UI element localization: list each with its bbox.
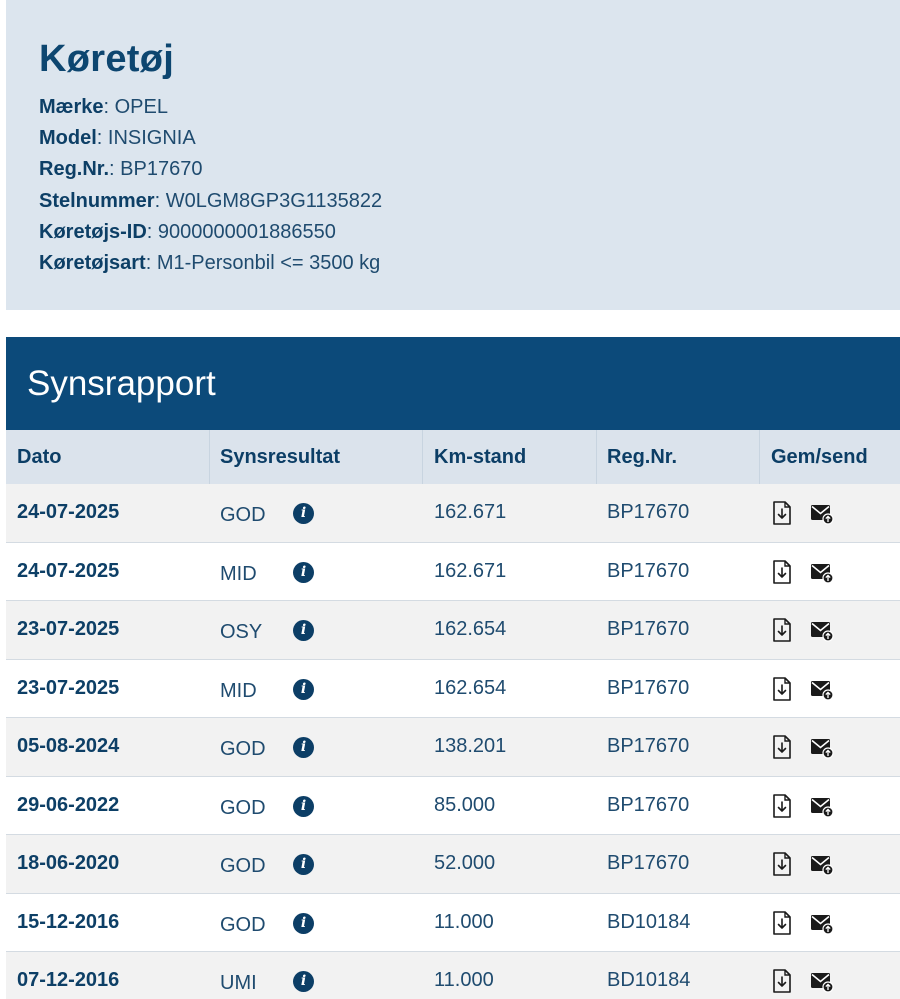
vehicle-field <box>39 123 867 154</box>
vehicle-field-value: BP17670 <box>120 158 203 181</box>
vehicle-fields <box>39 92 867 279</box>
row-reg: BP17670 <box>607 618 690 640</box>
row-result: MID <box>220 679 257 702</box>
row-km: 162.671 <box>434 501 507 523</box>
row-date: 29-06-2022 <box>17 793 120 816</box>
download-document-icon[interactable] <box>772 852 792 876</box>
send-mail-icon[interactable] <box>810 971 834 993</box>
row-date: 24-07-2025 <box>17 559 120 582</box>
row-date: 23-07-2025 <box>17 618 120 640</box>
header-divider <box>209 430 210 484</box>
row-reg: BP17670 <box>607 793 690 816</box>
vehicle-field-separator: : <box>103 96 115 118</box>
row-result: GOD <box>220 738 266 760</box>
row-date: 15-12-2016 <box>17 910 120 933</box>
row-km: 162.671 <box>434 559 507 582</box>
send-mail-icon[interactable] <box>810 503 834 525</box>
info-icon[interactable]: i <box>293 562 314 583</box>
table-row <box>6 952 900 999</box>
download-document-icon[interactable] <box>772 501 792 525</box>
vehicle-field-separator: : <box>96 127 108 150</box>
row-date: 05-08-2024 <box>17 735 120 757</box>
row-result: UMI <box>220 972 257 994</box>
row-result: OSY <box>220 621 263 643</box>
row-reg: BP17670 <box>607 559 690 582</box>
row-reg: BD10184 <box>607 969 691 991</box>
row-km: 11.000 <box>434 910 494 933</box>
report-title: Synsrapport <box>6 337 900 430</box>
vehicle-field <box>39 154 867 185</box>
vehicle-field <box>39 186 867 217</box>
send-mail-icon[interactable] <box>810 913 834 935</box>
table-row <box>6 601 900 660</box>
row-date: 23-07-2025 <box>17 676 120 699</box>
table-row <box>6 894 900 953</box>
table-row <box>6 543 900 602</box>
vehicle-field-value: OPEL <box>114 96 168 118</box>
info-icon[interactable]: i <box>293 679 314 700</box>
vehicle-field-label: Model <box>39 127 97 150</box>
vehicle-field-label: Køretøjs-ID <box>39 220 147 243</box>
vehicle-field-separator: : <box>109 158 121 181</box>
vehicle-field-label: Køretøjsart <box>39 252 146 275</box>
row-reg: BP17670 <box>607 735 690 757</box>
vehicle-field <box>39 92 867 123</box>
info-icon[interactable]: i <box>293 503 314 524</box>
send-mail-icon[interactable] <box>810 854 834 876</box>
download-document-icon[interactable] <box>772 618 792 642</box>
download-document-icon[interactable] <box>772 794 792 818</box>
download-document-icon[interactable] <box>772 969 792 993</box>
download-document-icon[interactable] <box>772 735 792 759</box>
table-body <box>6 484 900 999</box>
info-icon[interactable]: i <box>293 737 314 758</box>
row-result: MID <box>220 562 257 585</box>
table-row <box>6 484 900 543</box>
send-mail-icon[interactable] <box>810 737 834 759</box>
row-km: 162.654 <box>434 618 507 640</box>
header-result[interactable]: Synsresultat <box>220 446 341 468</box>
vehicle-card <box>6 0 900 310</box>
inspection-table <box>6 430 900 999</box>
vehicle-field-value: M1-Personbil <= 3500 kg <box>156 252 381 275</box>
header-divider <box>759 430 760 484</box>
send-mail-icon[interactable] <box>810 796 834 818</box>
info-icon[interactable]: i <box>293 796 314 817</box>
header-date[interactable]: Dato <box>17 446 62 468</box>
row-km: 11.000 <box>434 969 494 991</box>
row-result: GOD <box>220 855 266 877</box>
row-result: GOD <box>220 504 266 526</box>
header-divider <box>596 430 597 484</box>
row-reg: BP17670 <box>607 501 690 523</box>
row-result: GOD <box>220 913 266 936</box>
send-mail-icon[interactable] <box>810 620 834 642</box>
row-result: GOD <box>220 796 266 819</box>
row-reg: BP17670 <box>607 852 690 874</box>
vehicle-field-separator: : <box>145 252 157 275</box>
vehicle-field-separator: : <box>154 189 166 212</box>
info-icon[interactable]: i <box>293 620 314 641</box>
row-km: 52.000 <box>434 852 496 874</box>
vehicle-field <box>39 217 867 248</box>
table-row <box>6 718 900 777</box>
vehicle-field-label: Reg.Nr. <box>39 158 110 181</box>
row-reg: BD10184 <box>607 910 691 933</box>
row-date: 24-07-2025 <box>17 501 120 523</box>
row-reg: BP17670 <box>607 676 690 699</box>
send-mail-icon[interactable] <box>810 562 834 584</box>
row-km: 85.000 <box>434 793 496 816</box>
vehicle-field-label: Mærke <box>39 96 104 118</box>
vehicle-field-separator: : <box>146 220 158 243</box>
header-km[interactable]: Km-stand <box>434 446 527 468</box>
vehicle-field-label: Stelnummer <box>39 189 155 212</box>
table-header <box>6 430 900 484</box>
table-row <box>6 660 900 719</box>
info-icon[interactable]: i <box>293 854 314 875</box>
send-mail-icon[interactable] <box>810 679 834 701</box>
download-document-icon[interactable] <box>772 911 792 935</box>
info-icon[interactable]: i <box>293 913 314 934</box>
table-row <box>6 777 900 836</box>
download-document-icon[interactable] <box>772 560 792 584</box>
vehicle-field-value: 9000000001886550 <box>157 220 336 243</box>
header-actions: Gem/send <box>771 446 868 468</box>
download-document-icon[interactable] <box>772 677 792 701</box>
info-icon[interactable]: i <box>293 971 314 992</box>
vehicle-title: Køretøj <box>39 38 175 80</box>
row-km: 138.201 <box>434 735 507 757</box>
header-divider <box>422 430 423 484</box>
vehicle-field-value: INSIGNIA <box>107 127 196 150</box>
row-km: 162.654 <box>434 676 507 699</box>
row-date: 07-12-2016 <box>17 969 120 991</box>
table-row <box>6 835 900 894</box>
row-date: 18-06-2020 <box>17 852 120 874</box>
header-reg[interactable]: Reg.Nr. <box>607 446 678 468</box>
vehicle-field-value: W0LGM8GP3G1135822 <box>165 189 383 212</box>
vehicle-field <box>39 248 867 279</box>
